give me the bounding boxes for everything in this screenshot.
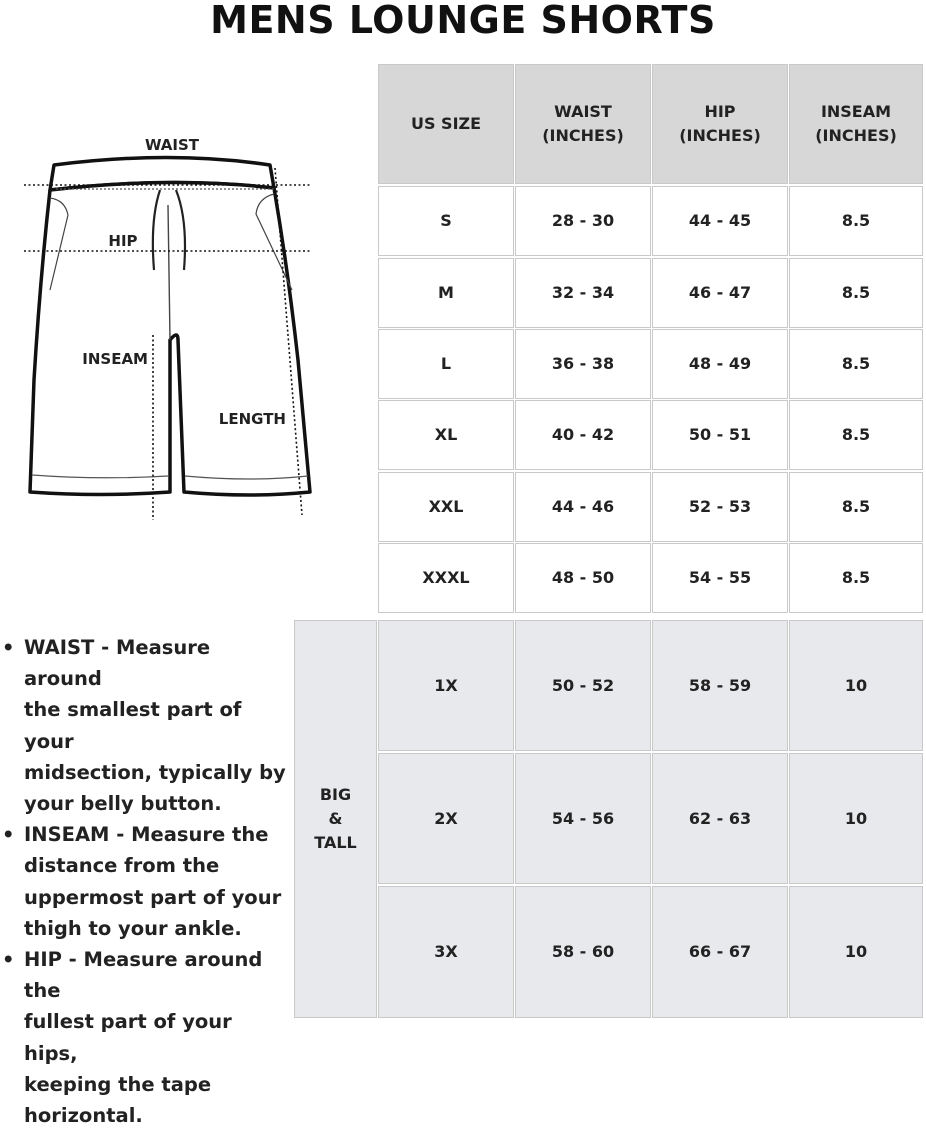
waist-cell: 54 - 56 [515,753,651,884]
hip-cell: 54 - 55 [652,543,788,613]
waist-cell: 28 - 30 [515,186,651,256]
page-title: MENS LOUNGE SHORTS [210,0,716,42]
hip-label: HIP [108,232,138,250]
hip-cell: 58 - 59 [652,620,788,751]
hip-cell: 44 - 45 [652,186,788,256]
hip-cell: 52 - 53 [652,472,788,542]
inseam-cell: 8.5 [789,472,923,542]
inseam-cell: 10 [789,620,923,751]
size-cell: M [378,258,514,328]
inseam-cell: 8.5 [789,186,923,256]
measurement-notes [2,632,292,1131]
inseam-cell: 8.5 [789,543,923,613]
header-waist: WAIST (INCHES) [515,64,651,184]
header-inseam: INSEAM (INCHES) [789,64,923,184]
waist-cell: 36 - 38 [515,329,651,399]
waist-cell: 58 - 60 [515,886,651,1018]
size-cell: 2X [378,753,514,884]
big-tall-label: BIG & TALL [294,620,377,1018]
waist-cell: 44 - 46 [515,472,651,542]
size-cell: 1X [378,620,514,751]
size-cell: L [378,329,514,399]
inseam-cell: 10 [789,753,923,884]
shorts-illustration [20,130,320,525]
hip-cell: 50 - 51 [652,400,788,470]
inseam-cell: 8.5 [789,329,923,399]
inseam-cell: 10 [789,886,923,1018]
header-hip: HIP (INCHES) [652,64,788,184]
hip-cell: 48 - 49 [652,329,788,399]
size-cell: XL [378,400,514,470]
header-us-size: US SIZE [378,64,514,184]
bullet-icon: • [2,948,15,972]
length-label: LENGTH [218,410,286,428]
bullet-icon: • [2,823,15,847]
inseam-cell: 8.5 [789,258,923,328]
shorts-diagram [20,130,320,525]
waist-cell: 50 - 52 [515,620,651,751]
waist-cell: 40 - 42 [515,400,651,470]
size-cell: XXL [378,472,514,542]
inseam-cell: 8.5 [789,400,923,470]
hip-cell: 62 - 63 [652,753,788,884]
size-cell: XXXL [378,543,514,613]
size-cell: S [378,186,514,256]
waist-cell: 32 - 34 [515,258,651,328]
list-item: • HIP - Measure around the fullest part of your hips, keeping the tape horizontal. [20,944,292,1131]
list-item: • WAIST - Measure around the smallest part of your midsection, typically by your belly button. [20,632,292,819]
list-item: • INSEAM - Measure the distance from the uppermost part of your thigh to your ankle. [20,819,292,944]
inseam-label: INSEAM [82,350,148,368]
hip-cell: 46 - 47 [652,258,788,328]
bullet-icon: • [2,636,15,659]
waist-label: WAIST [144,136,200,154]
hip-cell: 66 - 67 [652,886,788,1018]
waist-cell: 48 - 50 [515,543,651,613]
size-cell: 3X [378,886,514,1018]
